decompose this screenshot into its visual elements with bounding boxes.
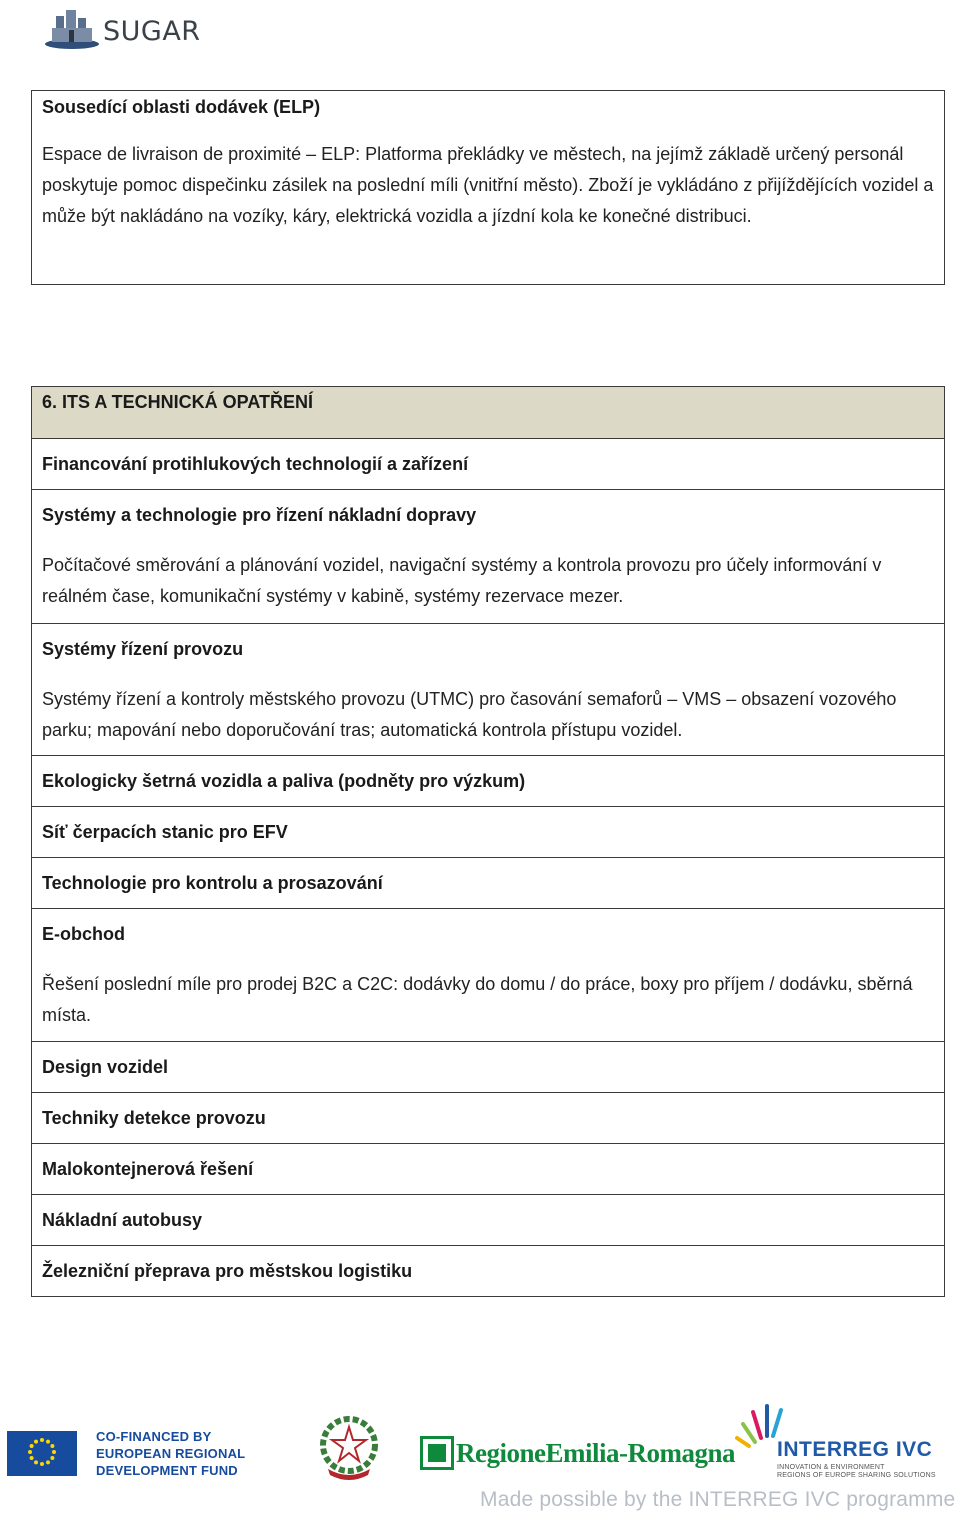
- interreg-tagline-2: REGIONS OF EUROPE SHARING SOLUTIONS: [777, 1472, 936, 1479]
- definition-title: Sousedící oblasti dodávek (ELP): [42, 97, 321, 117]
- row-title: Malokontejnerová řešení: [42, 1159, 254, 1179]
- table-row: [32, 623, 944, 755]
- made-possible-text: Made possible by the INTERREG IVC programme: [480, 1488, 956, 1511]
- row-title: E-obchod: [42, 924, 125, 944]
- row-title: Technologie pro kontrolu a prosazování: [42, 873, 383, 893]
- region-name: RegioneEmilia-Romagna: [456, 1437, 735, 1468]
- region-mark-icon: [420, 1436, 454, 1470]
- interreg-logo: [735, 1400, 955, 1485]
- table-row: [32, 1194, 944, 1245]
- definition-body: Espace de livraison de proximité – ELP: Platforma překládky ve městech, na jejímž základě určený personál poskytuje pomoc dispečinku zásilek na poslední míli (vnitřní město). Zboží je vykládáno z přijíždějících vozidel a může být nakládáno na vozíky, káry, elektrická vozidla a jízdní kola ke konečné distribuci.: [42, 144, 934, 226]
- erdf-line-3: DEVELOPMENT FUND: [96, 1463, 238, 1478]
- table-row: [32, 755, 944, 806]
- erdf-line-1: CO-FINANCED BY: [96, 1429, 212, 1444]
- row-title: Nákladní autobusy: [42, 1210, 203, 1230]
- table-row: [32, 489, 944, 623]
- table-row: [32, 438, 944, 489]
- table-row: [32, 1041, 944, 1092]
- row-title: Železniční přeprava pro městskou logistiku: [42, 1261, 413, 1281]
- table-row: [32, 1092, 944, 1143]
- footer-logos: [0, 1395, 960, 1520]
- erdf-line-2: EUROPEAN REGIONAL: [96, 1446, 246, 1461]
- eu-flag-icon: [7, 1431, 77, 1476]
- measures-table: [31, 386, 945, 1297]
- row-title: Systémy a technologie pro řízení nákladní dopravy: [42, 505, 477, 525]
- table-header-row: [32, 387, 944, 438]
- table-row: [32, 857, 944, 908]
- row-title: Systémy řízení provozu: [42, 639, 244, 659]
- table-row: [32, 806, 944, 857]
- erdf-cofinanced-text: [96, 1428, 245, 1479]
- table-row: [32, 908, 944, 1041]
- row-title: Ekologicky šetrná vozidla a paliva (podněty pro výzkum): [42, 771, 526, 791]
- italian-republic-emblem-icon: [318, 1415, 380, 1481]
- logo-text: SUGAR: [103, 15, 201, 47]
- row-description: Systémy řízení a kontroly městského provozu (UTMC) pro časování semaforů – VMS – obsazení vozového parku; mapování nebo doporučování tras; automatická kontrola přístupu vozidel.: [42, 689, 897, 740]
- row-description: Řešení poslední míle pro prodej B2C a C2C: dodávky do domu / do práce, boxy pro příjem / dodávku, sběrná místa.: [42, 974, 913, 1025]
- definition-box: [31, 90, 945, 285]
- row-description: Počítačové směrování a plánování vozidel, navigační systémy a kontrola provozu pro účely informování v reálném čase, komunikační systémy v kabině, systémy rezervace mezer.: [42, 555, 882, 606]
- table-row: [32, 1143, 944, 1194]
- sugar-logo: [44, 6, 201, 50]
- table-row: [32, 1245, 944, 1296]
- row-title: Design vozidel: [42, 1057, 169, 1077]
- row-title: Síť čerpacích stanic pro EFV: [42, 822, 288, 842]
- row-title: Financování protihlukových technologií a zařízení: [42, 454, 469, 474]
- row-title: Techniky detekce provozu: [42, 1108, 266, 1128]
- emilia-romagna-logo: [420, 1433, 735, 1473]
- section-heading: 6. ITS A TECHNICKÁ OPATŘENÍ: [42, 392, 314, 412]
- interreg-tagline-1: INNOVATION & ENVIRONMENT: [777, 1464, 885, 1471]
- castle-icon: [44, 6, 100, 50]
- interreg-name: INTERREG IVC: [777, 1438, 933, 1461]
